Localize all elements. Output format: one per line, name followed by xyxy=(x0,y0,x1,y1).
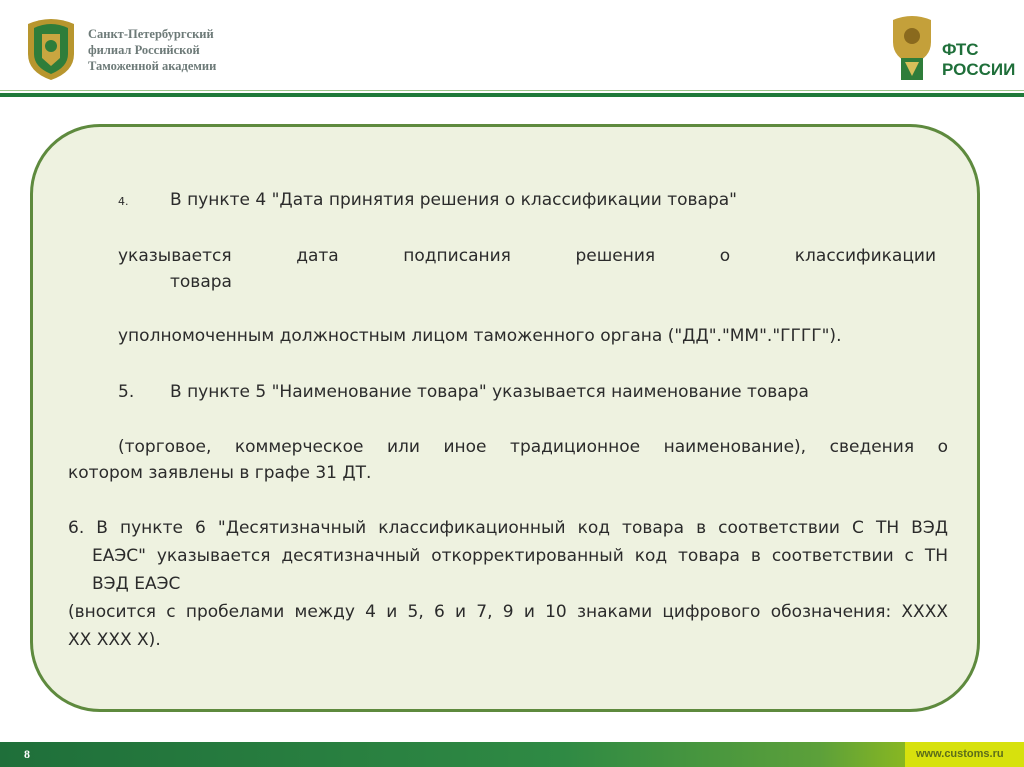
academy-emblem-icon xyxy=(22,14,80,80)
item-4-line-1: В пункте 4 "Дата принятия решения о классификации товара" xyxy=(170,190,737,210)
fts-logo-text xyxy=(942,40,1015,80)
slide-footer xyxy=(0,742,1024,767)
slide-header xyxy=(0,0,1024,97)
fts-emblem-icon xyxy=(887,12,937,82)
item-6-line-1: 6. В пункте 6 "Десятизначный классификационный код товара в соответствии С ТН ВЭД xyxy=(68,518,948,538)
item-6-line-5: ХХ ХХХ Х). xyxy=(68,630,161,650)
academy-name-line-1: Санкт-Петербургский xyxy=(88,27,214,41)
academy-name-line-3: Таможенной академии xyxy=(88,59,217,73)
footer-site-link[interactable]: www.customs.ru xyxy=(916,748,1004,760)
item-4-line-3: товара xyxy=(170,272,232,292)
item-5-line-3: котором заявлены в графе 31 ДТ. xyxy=(68,463,372,483)
item-6-line-3: ВЭД ЕАЭС xyxy=(92,574,181,594)
item-6-line-4: (вносится с пробелами между 4 и 5, 6 и 7, 9 и 10 знаками цифрового обозначения: ХХХХ xyxy=(68,602,948,622)
fts-logo-line-1: ФТС xyxy=(942,40,979,59)
content-card xyxy=(30,124,980,712)
item-6-line-2: ЕАЭС" указывается десятизначный откорректированный код товара в соответствии с ТН xyxy=(92,546,948,566)
item-4-line-2: указывается дата подписания решения о классификации xyxy=(118,246,936,266)
item-4-line-4: уполномоченным должностным лицом таможенного органа ("ДД"."ММ"."ГГГГ"). xyxy=(118,326,842,346)
header-divider-thin xyxy=(0,90,1024,91)
item-5-line-1: В пункте 5 "Наименование товара" указывается наименование товара xyxy=(170,382,809,402)
fts-logo-line-2: РОССИИ xyxy=(942,60,1016,79)
item-4-number: 4. xyxy=(118,195,129,208)
item-5-line-2: (торговое, коммерческое или иное традиционное наименование), сведения о xyxy=(118,437,948,457)
academy-name xyxy=(88,26,268,74)
academy-name-line-2: филиал Российской xyxy=(88,43,200,57)
page-number: 8 xyxy=(24,747,30,761)
item-5-number: 5. xyxy=(118,382,135,402)
